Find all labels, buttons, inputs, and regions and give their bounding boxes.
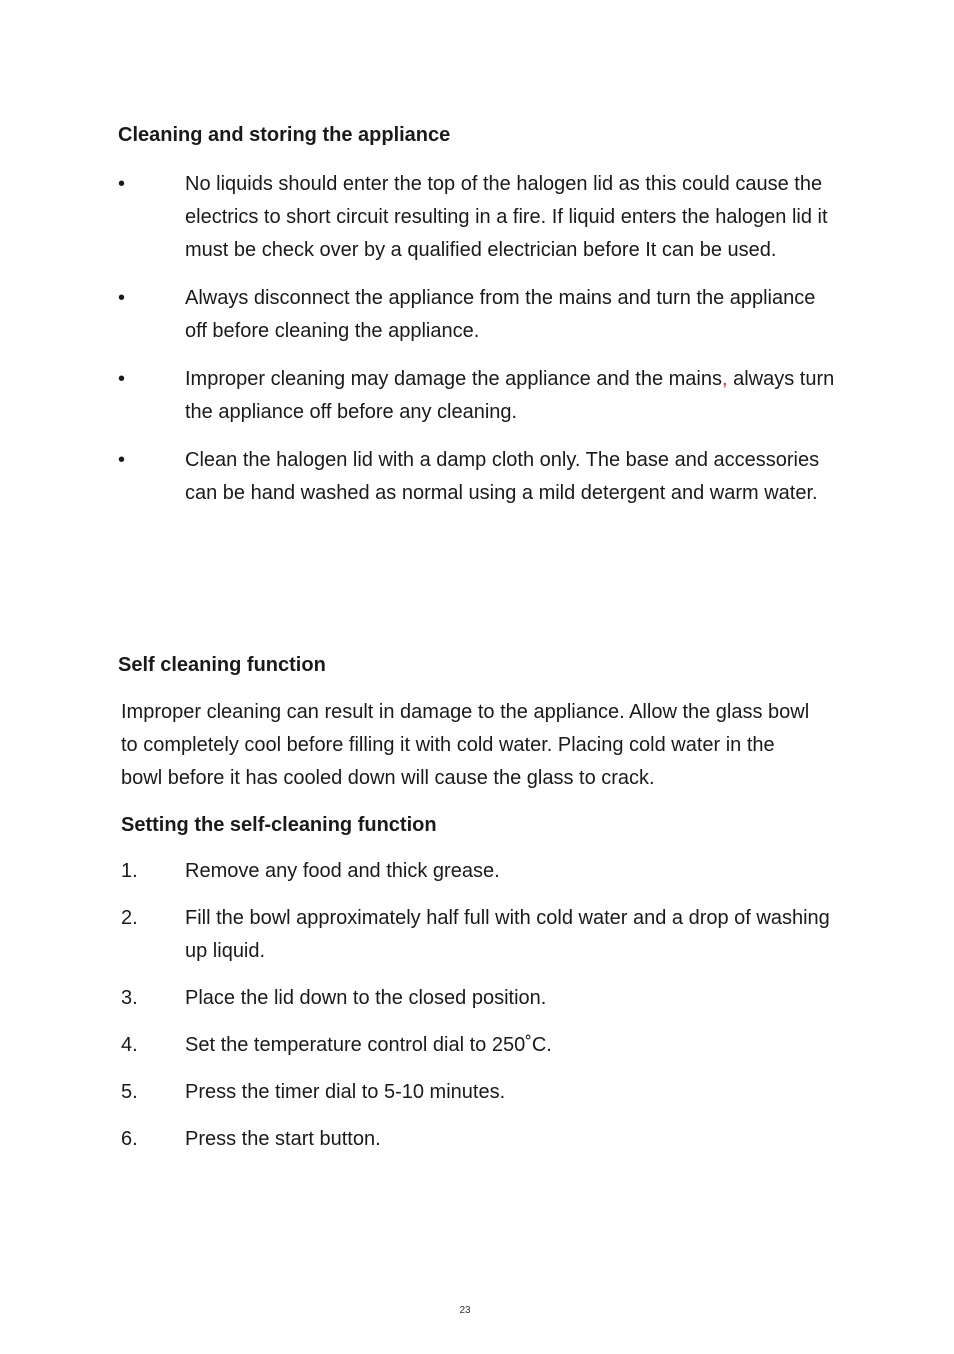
bullet-marker: • [118,287,126,309]
step-number: 2. [121,907,138,929]
section-heading-cleaning: Cleaning and storing the appliance [118,124,451,146]
list-item-text-start: Improper cleaning may damage the appliance and the mains [185,368,722,390]
bullet-marker: • [118,449,126,471]
list-item [118,982,838,1015]
step-text: Set the temperature control dial to 250˚C. [185,1034,552,1056]
cleaning-bullet-list [118,168,838,525]
list-item [118,363,838,429]
step-number: 4. [121,1034,138,1056]
list-item [118,444,838,510]
list-item-text-end: always turn the appliance off before any cleaning. [185,368,835,423]
step-text: Place the lid down to the closed position. [185,987,547,1009]
list-item [118,1123,838,1156]
list-item [118,168,838,267]
list-item [118,1029,838,1062]
page-number: 23 [459,1305,471,1316]
section-heading-self-cleaning: Self cleaning function [118,654,326,676]
list-item-text: No liquids should enter the top of the halogen lid as this could cause the electrics to short circuit resulting in a fire. If liquid enters the halogen lid it must be check over by a qualified electrician before It can be used. [185,173,828,261]
highlighted-comma: , [722,368,728,390]
step-text: Press the timer dial to 5-10 minutes. [185,1081,506,1103]
step-number: 1. [121,860,138,882]
list-item [118,1076,838,1109]
self-cleaning-steps-list [118,855,838,1170]
step-number: 3. [121,987,138,1009]
step-number: 6. [121,1128,138,1150]
step-text: Remove any food and thick grease. [185,860,500,882]
step-number: 5. [121,1081,138,1103]
step-text: Fill the bowl approximately half full with cold water and a drop of washing up liquid. [185,907,830,962]
list-item-text: Always disconnect the appliance from the mains and turn the appliance off before cleaning the appliance. [185,287,816,342]
list-item [118,855,838,888]
subheading-setting-self-cleaning: Setting the self-cleaning function [121,814,437,836]
bullet-marker: • [118,368,126,390]
step-text: Press the start button. [185,1128,381,1150]
list-item [118,902,838,968]
bullet-marker: • [118,173,126,195]
self-cleaning-paragraph: Improper cleaning can result in damage to the appliance. Allow the glass bowl to completely cool before filling it with cold water. Placing cold water in the bowl before it has cooled down will cause the glass to crack. [121,701,810,789]
list-item [118,282,838,348]
list-item-text: Clean the halogen lid with a damp cloth only. The base and accessories can be hand washed as normal using a mild detergent and warm water. [185,449,820,504]
